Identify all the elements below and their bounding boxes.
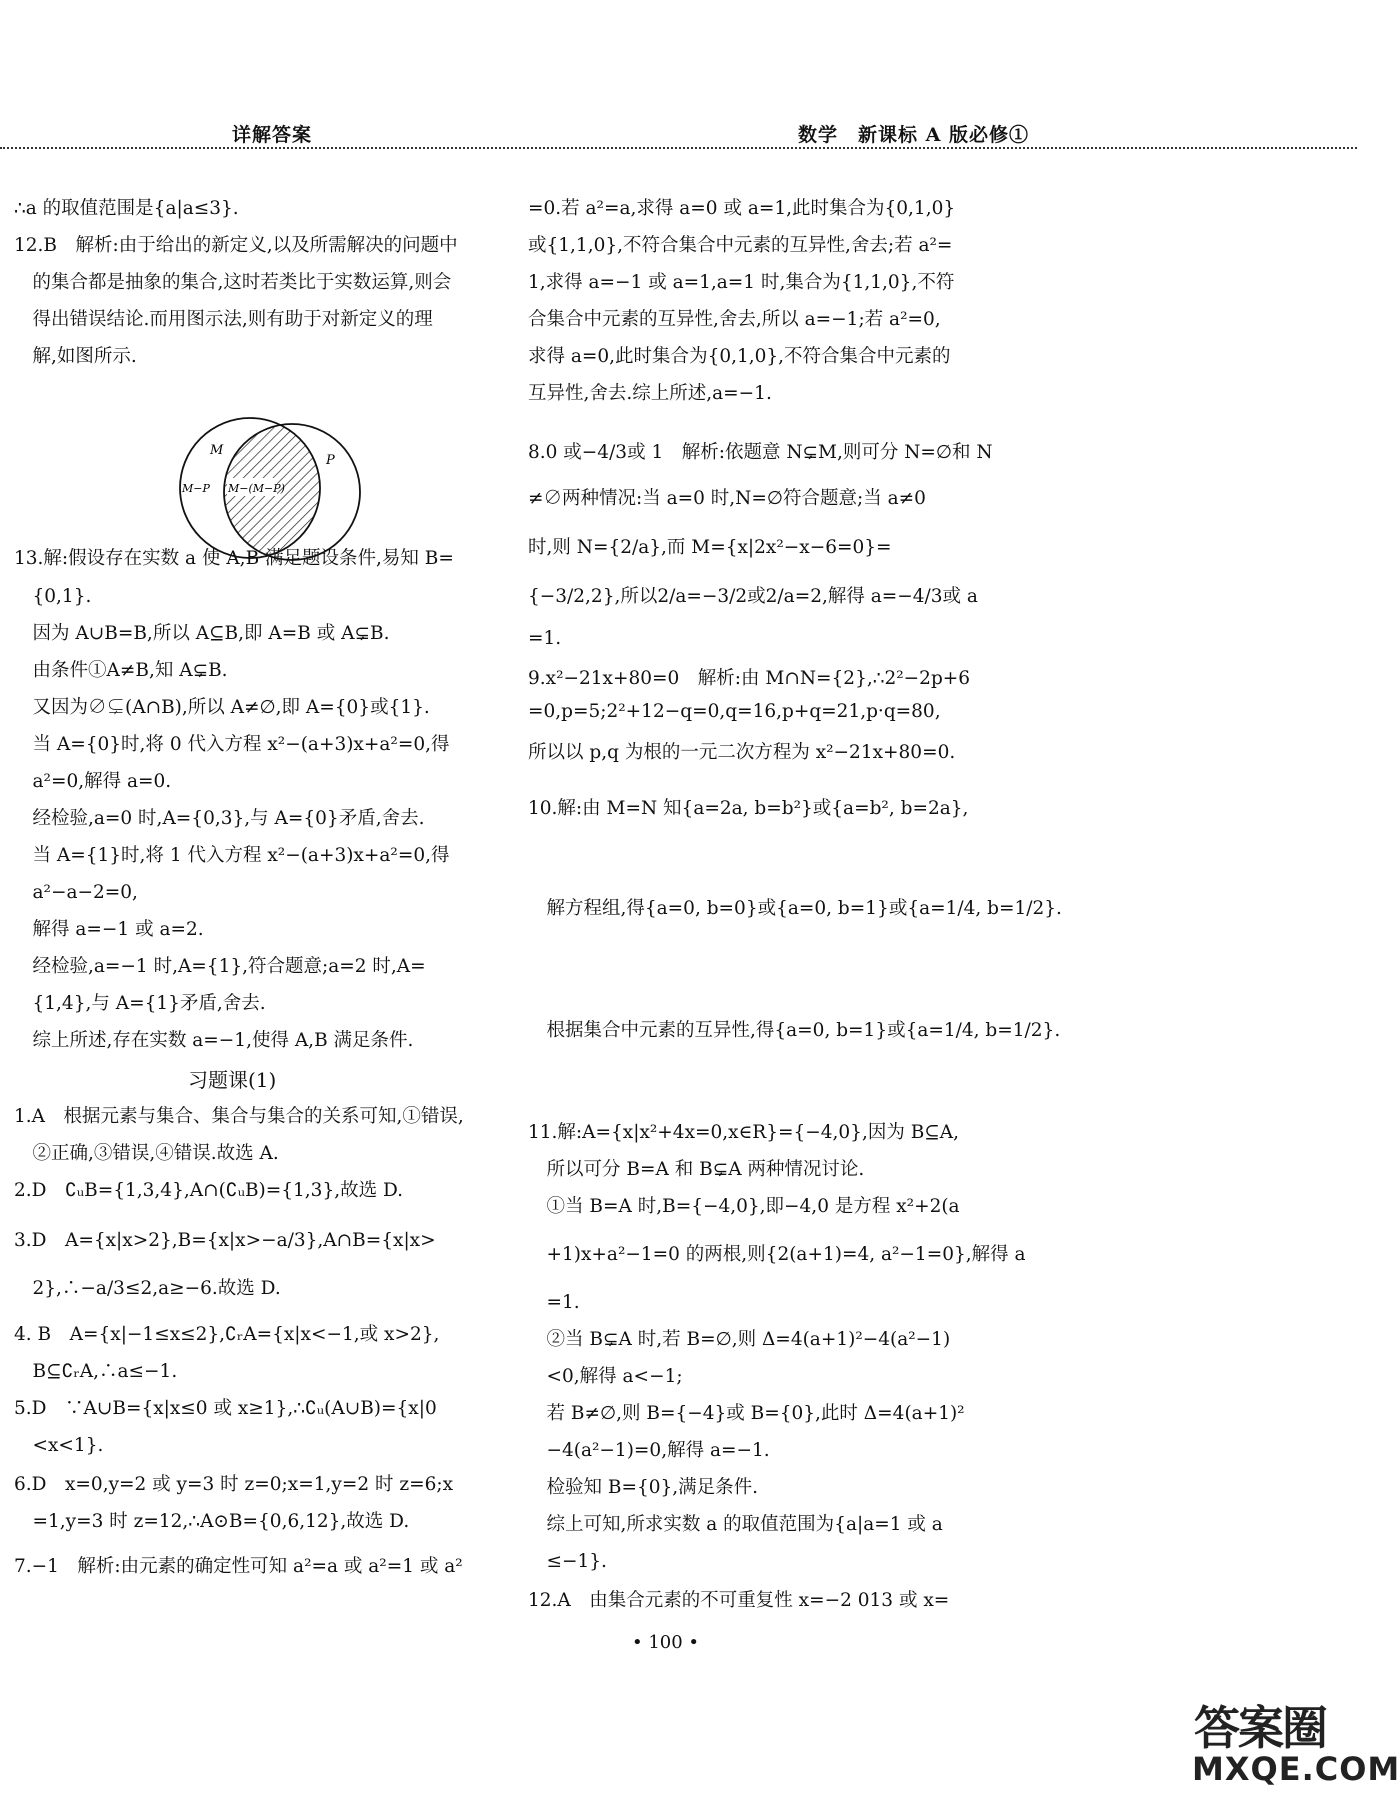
text-line: 8.0 或−4/3或 1 解析:依题意 N⊊M,则可分 N=∅和 N [528,442,993,463]
text-line: 11.解:A={x|x²+4x=0,x∈R}={−4,0},因为 B⊆A, [528,1122,960,1143]
section-heading: 习题课(1) [188,1068,277,1092]
text-line: 求得 a=0,此时集合为{0,1,0},不符合集合中元素的 [528,346,951,367]
text-line: 得出错误结论.而用图示法,则有助于对新定义的理 [14,309,433,330]
text-line: 10.解:由 M=N 知{a=2a, b=b²}或{a=b², b=2a}, [528,798,969,819]
text-line: =1,y=3 时 z=12,∴A⊙B={0,6,12},故选 D. [14,1511,410,1532]
venn-diagram [180,412,355,567]
text-line: 解方程组,得{a=0, b=0}或{a=0, b=1}或{a=1/4, b=1/2}. [528,898,1062,919]
header-right: 数学 新课标 A 版必修① [798,124,1029,146]
text-line: 2},∴−a/3≤2,a≥−6.故选 D. [14,1278,281,1299]
header-rule [0,147,1357,149]
text-line: a²=0,解得 a=0. [14,771,172,792]
text-line: ②当 B⊊A 时,若 B=∅,则 Δ=4(a+1)²−4(a²−1) [528,1329,951,1350]
text-line: B⊆∁ᵣA,∴a≤−1. [14,1361,178,1382]
text-line: 经检验,a=−1 时,A={1},符合题意;a=2 时,A= [14,956,426,977]
text-line: 检验知 B={0},满足条件. [528,1477,759,1498]
text-line: 1,求得 a=−1 或 a=1,a=1 时,集合为{1,1,0},不符 [528,272,955,293]
text-line: 因为 A∪B=B,所以 A⊆B,即 A=B 或 A⊊B. [14,623,390,644]
page-number: • 100 • [632,1632,700,1653]
text-line: 解,如图所示. [14,346,137,367]
text-line: 或{1,1,0},不符合集合中元素的互异性,舍去;若 a²= [528,235,953,256]
text-line: 综上可知,所求实数 a 的取值范围为{a|a=1 或 a [528,1514,943,1535]
text-line: 5.D ∵A∪B={x|x≤0 或 x≥1},∴∁ᵤ(A∪B)={x|0 [14,1398,437,1419]
text-line: <x<1}. [14,1435,104,1456]
text-line: 综上所述,存在实数 a=−1,使得 A,B 满足条件. [14,1030,414,1051]
text-line: ≠∅两种情况:当 a=0 时,N=∅符合题意;当 a≠0 [528,488,926,509]
text-line: 时,则 N={2/a},而 M={x|2x²−x−6=0}= [528,537,892,558]
text-line: 所以以 p,q 为根的一元二次方程为 x²−21x+80=0. [528,742,956,763]
text-line: =0.若 a²=a,求得 a=0 或 a=1,此时集合为{0,1,0} [528,198,956,219]
text-line: 6.D x=0,y=2 或 y=3 时 z=0;x=1,y=2 时 z=6;x [14,1474,454,1495]
text-line: 合集合中元素的互异性,舍去,所以 a=−1;若 a²=0, [528,309,941,330]
text-line: 1.A 根据元素与集合、集合与集合的关系可知,①错误, [14,1106,464,1127]
text-line: 的集合都是抽象的集合,这时若类比于实数运算,则会 [14,272,452,293]
text-line: ≤−1}. [528,1551,607,1572]
text-line: 当 A={0}时,将 0 代入方程 x²−(a+3)x+a²=0,得 [14,734,450,755]
text-line: ①当 B=A 时,B={−4,0},即−4,0 是方程 x²+2(a [528,1196,960,1217]
text-line: =1. [528,1292,580,1313]
header-left: 详解答案 [232,124,313,146]
label-intersection: M−(M−P) [228,482,285,495]
text-line: 4. B A={x|−1≤x≤2},∁ᵣA={x|x<−1,或 x>2}, [14,1324,440,1345]
label-m: M [210,443,224,458]
label-m-minus-p: M−P [182,482,210,495]
text-line: 若 B≠∅,则 B={−4}或 B={0},此时 Δ=4(a+1)² [528,1403,965,1424]
text-line: 7.−1 解析:由元素的确定性可知 a²=a 或 a²=1 或 a² [14,1556,463,1577]
text-line: =0,p=5;2²+12−q=0,q=16,p+q=21,p·q=80, [528,701,941,722]
text-line: −4(a²−1)=0,解得 a=−1. [528,1440,770,1461]
text-line: {−3/2,2},所以2/a=−3/2或2/a=2,解得 a=−4/3或 a [528,586,978,607]
text-line: 所以可分 B=A 和 B⊊A 两种情况讨论. [528,1159,865,1180]
text-line: 当 A={1}时,将 1 代入方程 x²−(a+3)x+a²=0,得 [14,845,450,866]
text-line: 12.B 解析:由于给出的新定义,以及所需解决的问题中 [14,235,458,256]
text-line: 又因为∅⊊(A∩B),所以 A≠∅,即 A={0}或{1}. [14,697,430,718]
text-line: 根据集合中元素的互异性,得{a=0, b=1}或{a=1/4, b=1/2}. [528,1020,1061,1041]
text-line: 互异性,舍去.综上所述,a=−1. [528,383,772,404]
text-line: a²−a−2=0, [14,882,138,903]
text-line: =1. [528,628,562,649]
text-line: 12.A 由集合元素的不可重复性 x=−2 013 或 x= [528,1590,950,1611]
text-line: 2.D ∁ᵤB={1,3,4},A∩(∁ᵤB)={1,3},故选 D. [14,1180,404,1201]
watermark-bottom-text: MXQE.COM [1192,1750,1400,1788]
text-line: 经检验,a=0 时,A={0,3},与 A={0}矛盾,舍去. [14,808,425,829]
label-p: P [326,453,335,468]
text-line: {1,4},与 A={1}矛盾,舍去. [14,993,266,1014]
text-line: 9.x²−21x+80=0 解析:由 M∩N={2},∴2²−2p+6 [528,668,971,689]
text-line: 13.解:假设存在实数 a 使 A,B 满足题设条件,易知 B= [14,548,454,569]
text-line: <0,解得 a<−1; [528,1366,683,1387]
text-line: {0,1}. [14,586,92,607]
text-line: ②正确,③错误,④错误.故选 A. [14,1143,279,1164]
watermark-top-text: 答案圈 [1194,1701,1326,1755]
watermark-logo [1188,1690,1400,1790]
text-line: ∴a 的取值范围是{a|a≤3}. [14,198,239,219]
text-line: 解得 a=−1 或 a=2. [14,919,204,940]
text-line: 3.D A={x|x>2},B={x|x>−a/3},A∩B={x|x> [14,1230,436,1251]
text-line: +1)x+a²−1=0 的两根,则{2(a+1)=4, a²−1=0},解得 a [528,1244,1026,1265]
text-line: 由条件①A≠B,知 A⊊B. [14,660,228,681]
